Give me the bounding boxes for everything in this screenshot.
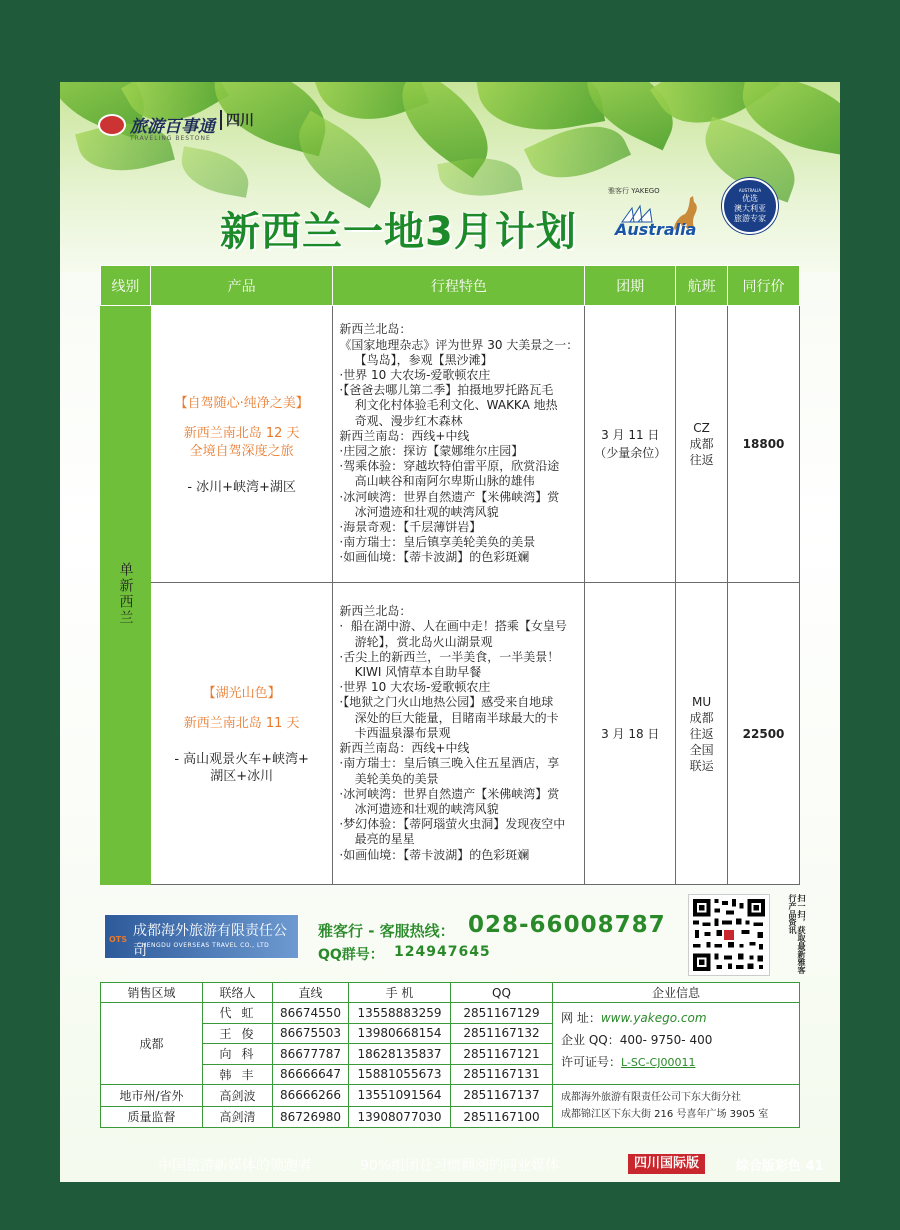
page-number: 综合版彩色 41 (736, 1159, 824, 1174)
product-route: - 高山观景火车+峡湾+ 湖区+冰川 (174, 752, 309, 784)
area-quality: 质量监督 (101, 1106, 203, 1128)
logo-region: 四川 (220, 110, 254, 130)
yakego-mini-logo: 雅客行 YAKEGO (608, 187, 660, 195)
logo-subtitle: TRAVELING BESTONE (130, 135, 211, 142)
product-tag: 【湖光山色】 (202, 686, 281, 701)
contact-qq: 2851167132 (451, 1023, 553, 1044)
contact-name: 王俊 (203, 1023, 273, 1044)
col-itinerary: 行程特色 (333, 266, 585, 306)
contact-tel: 86666647 (273, 1064, 349, 1085)
product-name: 新西兰南北岛 11 天 (183, 716, 300, 731)
plan-table (100, 265, 800, 885)
company-info: 网 址：www.yakego.com 企业 QQ：400- 9750- 400 许可证号：L-SC-CJ00011 (553, 1003, 800, 1085)
product-cell (150, 583, 333, 885)
website-link[interactable]: www.yakego.com (600, 1011, 707, 1025)
product-tag: 【自驾随心·纯净之美】 (174, 396, 309, 411)
brand-logo (98, 112, 215, 137)
qr-code-icon[interactable] (688, 894, 770, 976)
contact-table (100, 982, 800, 1128)
contact-tel: 86666266 (273, 1085, 349, 1107)
area-chengdu: 成都 (101, 1003, 203, 1085)
contact-table-header (101, 983, 800, 1003)
col-date: 团期 (585, 266, 676, 306)
license-number: L-SC-CJ00011 (621, 1056, 696, 1069)
logo-text: 旅游百事通 (130, 117, 215, 137)
logo-badge-icon (98, 114, 126, 136)
area-region: 地市州/省外 (101, 1085, 203, 1107)
table-row (101, 1003, 800, 1024)
qq-group-number: 124947645 (394, 944, 491, 960)
contact-name: 高剑清 (203, 1106, 273, 1128)
footer-slogan-2: 90%组团社习惯翻阅的同业媒体 (360, 1158, 560, 1174)
flight-cell: CZ 成都 往返 (676, 306, 728, 583)
itinerary-cell: 新西兰北岛： · 船在湖中游、人在画中走！搭乘【女皇号 游轮】，赏北岛火山湖景观 ·舌尖上的新西兰，一半美食，一半美景！ KIWI 风情草本自助早餐 ·世界 10 大农场-爱歌顿农庄 ·【地狱之门火山地热公园】感受来自地球 深处的巨大能量，目睹南半球最大的卡 卡西温泉瀑布景观 新西兰南岛：西线+中线 ·南方瑞士：皇后镇三晚入住五星酒店，享 美轮美奂的美景 ·冰河峡湾：世界自然遗产【米佛峡湾】赏 冰河遗迹和壮观的峡湾风貌 ·梦幻体验：【蒂阿瑙萤火虫洞】发现夜空中 最亮的星星 ·如画仙境：【蒂卡波湖】的色彩斑斓 (333, 583, 585, 885)
table-row (101, 1085, 800, 1107)
footer-slogan-1: 中国旅游新媒体的领跑者 (158, 1158, 312, 1174)
contact-mobile: 13980668154 (349, 1023, 451, 1044)
col-company-info: 企业信息 (553, 983, 800, 1003)
col-contact: 联络人 (203, 983, 273, 1003)
col-product: 产品 (150, 266, 333, 306)
australia-logo: Australia (615, 220, 697, 239)
contact-name: 高剑波 (203, 1085, 273, 1107)
company-logo (104, 914, 299, 959)
plan-table-header (101, 266, 800, 306)
branch-info: 成都海外旅游有限责任公司下东大街分社 成都锦江区下东大街 216 号喜年广场 3905 室 (553, 1085, 800, 1128)
contact-tel: 86675503 (273, 1023, 349, 1044)
date-cell: 3 月 11 日 （少量余位） (585, 306, 676, 583)
contact-tel: 86674550 (273, 1003, 349, 1024)
product-name: 新西兰南北岛 12 天 全境自驾深度之旅 (183, 426, 300, 459)
contact-tel: 86726980 (273, 1106, 349, 1128)
qq-group-label: QQ群号： (318, 947, 384, 963)
contact-name: 韩丰 (203, 1064, 273, 1085)
hotline-number: 028-66008787 (468, 912, 666, 938)
contact-qq: 2851167129 (451, 1003, 553, 1024)
col-price: 同行价 (728, 266, 800, 306)
col-qq: QQ (451, 983, 553, 1003)
page-title: 新西兰一地3月计划 (220, 209, 577, 255)
page (60, 82, 840, 1182)
col-mobile: 手 机 (349, 983, 451, 1003)
contact-name: 代虹 (203, 1003, 273, 1024)
contact-tel: 86677787 (273, 1044, 349, 1065)
contact-qq: 2851167137 (451, 1085, 553, 1107)
contact-qq: 2851167100 (451, 1106, 553, 1128)
col-line: 线别 (101, 266, 151, 306)
contact-mobile: 13558883259 (349, 1003, 451, 1024)
col-flight: 航班 (676, 266, 728, 306)
col-area: 销售区域 (101, 983, 203, 1003)
contact-mobile: 18628135837 (349, 1044, 451, 1065)
contact-qq: 2851167121 (451, 1044, 553, 1065)
table-row (101, 583, 800, 885)
product-cell (150, 306, 333, 583)
col-tel: 直线 (273, 983, 349, 1003)
australia-expert-badge: AUSTRALIA 优选 澳大利亚 旅游专家 (722, 178, 778, 234)
company-name-cn: 成都海外旅游有限责任公司 (133, 923, 287, 959)
edition-badge: 四川国际版 (628, 1154, 705, 1174)
hotline-label: 雅客行 - 客服热线： (318, 922, 455, 940)
company-name-en: CHENGDU OVERSEAS TRAVEL CO., LTD (137, 942, 270, 949)
qr-caption: 扫一扫，获取最新雅客行产品资讯 (788, 894, 806, 974)
contact-name: 向科 (203, 1044, 273, 1065)
date-cell: 3 月 18 日 (585, 583, 676, 885)
table-row (101, 306, 800, 583)
company-mark: OTS (109, 935, 128, 944)
flight-cell: MU 成都 往返 全国 联运 (676, 583, 728, 885)
itinerary-cell: 新西兰北岛： 《国家地理杂志》评为世界 30 大美景之一： 【鸟岛】，参观【黑沙滩】 ·世界 10 大农场-爱歌顿农庄 ·【爸爸去哪儿第二季】拍摄地罗托路瓦毛 利文化村体验毛利文化、WAKKA 地热 奇观、漫步红木森林 新西兰南岛：西线+中线 ·庄园之旅：探访【蒙娜维尔庄园】 ·驾乘体验：穿越坎特伯雷平原，欣赏沿途 高山峡谷和南阿尔卑斯山脉的雄伟 ·冰河峡湾：世界自然遗产【米佛峡湾】赏 冰河遗迹和壮观的峡湾风貌 ·海景奇观：【千层薄饼岩】 ·南方瑞士：皇后镇享美轮美奂的美景 ·如画仙境：【蒂卡波湖】的色彩斑斓 (333, 306, 585, 583)
price-cell: 22500 (728, 583, 800, 885)
price-cell: 18800 (728, 306, 800, 583)
contact-mobile: 15881055673 (349, 1064, 451, 1085)
product-route: - 冰川+峡湾+湖区 (187, 480, 296, 495)
line-label: 单新西兰 (101, 306, 151, 885)
contact-mobile: 13908077030 (349, 1106, 451, 1128)
contact-qq: 2851167131 (451, 1064, 553, 1085)
contact-mobile: 13551091564 (349, 1085, 451, 1107)
